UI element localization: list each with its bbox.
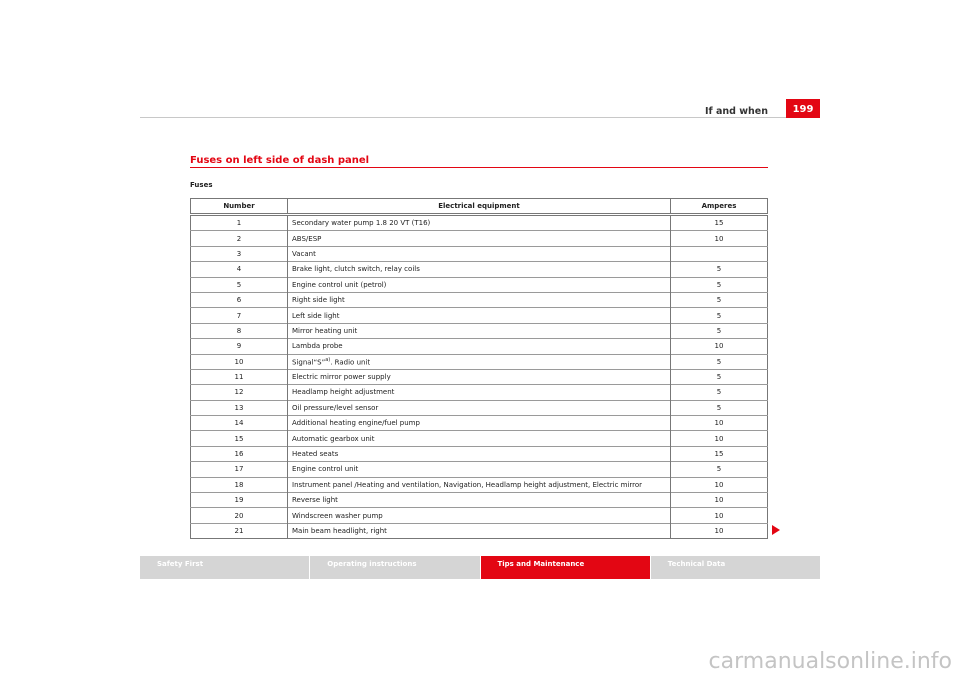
electrical-equipment-cell: Vacant [288,246,671,261]
fuse-number-cell: 11 [191,369,288,384]
amperes-cell: 5 [671,323,768,338]
electrical-equipment-cell: Heated seats [288,446,671,461]
page-number: 199 [786,99,820,118]
fuses-table [190,198,768,539]
table-row [191,308,768,323]
table-row [191,323,768,338]
table-row [191,508,768,523]
electrical-equipment-cell: Windscreen washer pump [288,508,671,523]
column-header-equipment: Electrical equipment [288,199,671,215]
table-row [191,385,768,400]
table-header-row [191,199,768,215]
table-row [191,262,768,277]
amperes-cell: 15 [671,215,768,231]
table-row [191,369,768,384]
table-row [191,493,768,508]
fuse-number-cell: 16 [191,446,288,461]
electrical-equipment-cell: Engine control unit (petrol) [288,277,671,292]
fuse-number-cell: 10 [191,354,288,369]
table-body [191,215,768,539]
electrical-equipment-cell: Secondary water pump 1.8 20 VT (T16) [292,219,431,228]
fuse-number-cell: 19 [191,493,288,508]
fuse-number-cell: 21 [191,523,288,538]
table-row [191,354,768,369]
electrical-equipment-cell: Oil pressure/level sensor [288,400,671,415]
electrical-equipment-cell: Brake light, clutch switch, relay coils [288,262,671,277]
nav-tab-tips-and-maintenance[interactable]: Tips and Maintenance [481,556,650,579]
amperes-cell: 10 [671,231,768,246]
electrical-equipment-cell: Left side light [288,308,671,323]
amperes-cell: 5 [671,292,768,307]
table-row [191,231,768,246]
table-row [191,431,768,446]
fuse-number-cell: 20 [191,508,288,523]
bottom-nav [140,556,820,579]
amperes-cell: 10 [671,477,768,492]
amperes-cell [671,246,768,261]
electrical-equipment-cell: Electric mirror power supply [288,369,671,384]
table-caption: Fuses [190,181,213,189]
column-header-amperes: Amperes [671,199,768,215]
amperes-cell: 15 [671,446,768,461]
fuse-number-cell: 13 [191,400,288,415]
table-row [191,292,768,307]
header-divider [140,117,820,118]
amperes-cell: 5 [671,462,768,477]
footnote-marker: a) [325,357,331,364]
fuse-number-cell: 17 [191,462,288,477]
amperes-cell: 5 [671,369,768,384]
table-row [191,462,768,477]
amperes-cell: 10 [671,416,768,431]
fuse-number-cell: 7 [191,308,288,323]
table-row [191,400,768,415]
amperes-cell: 5 [671,354,768,369]
amperes-cell: 10 [671,523,768,538]
section-divider [190,167,768,168]
section-title: Fuses on left side of dash panel [190,155,370,166]
equipment-text-suffix: . Radio unit [330,358,371,367]
fuse-number-cell: 9 [191,339,288,354]
fuse-number-cell: 14 [191,416,288,431]
nav-tab-operating-instructions[interactable]: Operating instructions [310,556,479,579]
table-row [191,246,768,261]
amperes-cell: 5 [671,308,768,323]
electrical-equipment-cell: Instrument panel /Heating and ventilation, Navigation, Headlamp height adjustment, Electric mirror [288,477,671,492]
continue-arrow-icon[interactable] [772,525,780,535]
electrical-equipment-cell: ABS/ESP [288,231,671,246]
fuse-number-cell: 12 [191,385,288,400]
electrical-equipment-cell: Mirror heating unit [288,323,671,338]
watermark: carmanualsonline.info [708,649,952,674]
equipment-text: Signal“S” [292,358,326,367]
electrical-equipment-cell: Engine control unit [288,462,671,477]
table-row [191,523,768,538]
nav-tab-technical-data[interactable]: Technical Data [651,556,820,579]
table-row [191,215,768,231]
table-row [191,416,768,431]
electrical-equipment-cell: Right side light [288,292,671,307]
fuse-number-cell: 2 [191,231,288,246]
amperes-cell: 5 [671,385,768,400]
table-row [191,339,768,354]
amperes-cell: 5 [671,400,768,415]
fuse-number-cell: 1 [191,215,288,231]
table-row [191,477,768,492]
amperes-cell: 10 [671,493,768,508]
amperes-cell: 10 [671,508,768,523]
fuse-number-cell: 5 [191,277,288,292]
electrical-equipment-cell: Headlamp height adjustment [288,385,671,400]
table-row [191,446,768,461]
table-row [191,277,768,292]
electrical-equipment-cell: Additional heating engine/fuel pump [288,416,671,431]
electrical-equipment-cell: Automatic gearbox unit [288,431,671,446]
nav-tab-safety-first[interactable]: Safety First [140,556,309,579]
amperes-cell: 10 [671,431,768,446]
fuse-number-cell: 6 [191,292,288,307]
column-header-number: Number [191,199,288,215]
fuse-number-cell: 15 [191,431,288,446]
amperes-cell: 10 [671,339,768,354]
fuse-number-cell: 8 [191,323,288,338]
electrical-equipment-cell: Main beam headlight, right [288,523,671,538]
fuse-number-cell: 18 [191,477,288,492]
electrical-equipment-cell [288,354,671,369]
electrical-equipment-cell: Lambda probe [288,339,671,354]
chapter-title: If and when [704,106,768,117]
electrical-equipment-cell: Reverse light [288,493,671,508]
amperes-cell: 5 [671,277,768,292]
amperes-cell: 5 [671,262,768,277]
fuse-number-cell: 4 [191,262,288,277]
fuse-number-cell: 3 [191,246,288,261]
